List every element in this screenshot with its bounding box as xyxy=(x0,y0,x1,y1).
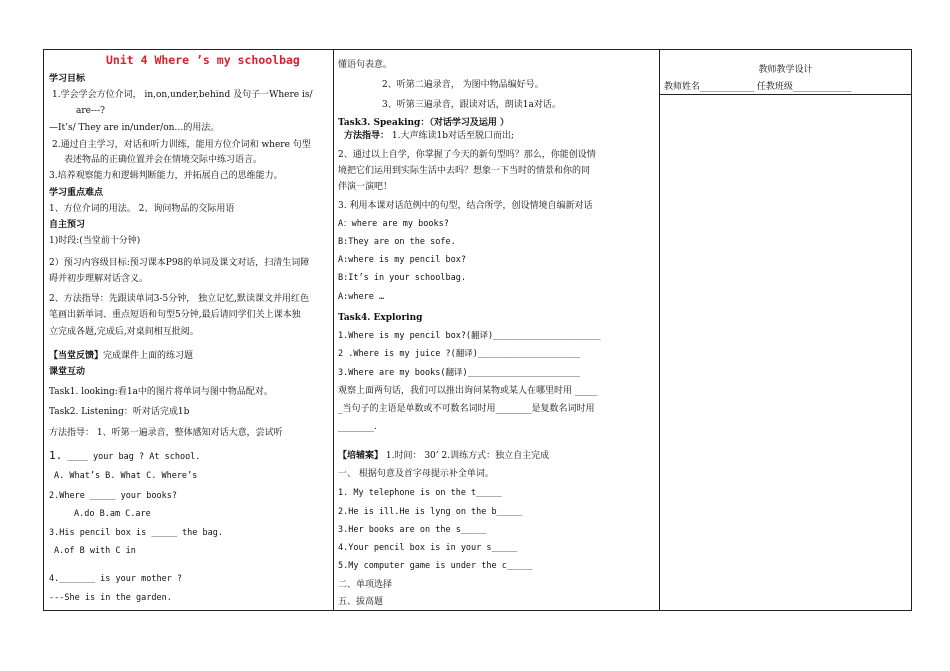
listen-method: 方法指导： 1、听第一遍录音，整体感知对话大意，尝试听 xyxy=(49,428,283,438)
lesson-plan-table xyxy=(43,49,912,611)
task1: Task1. looking:看1a中的图片将单词与图中物品配对。 xyxy=(49,387,273,397)
task3-p2b: 境把它们运用到实际生活中去吗？想象一下当时的情景和你的同 xyxy=(338,166,591,176)
teacher-info: 教师姓名____________ 任教班级_____________ xyxy=(664,82,852,92)
observe-b: _当句子的主语是单数或不可数名词时用________是复数名词时用 xyxy=(338,404,595,414)
method-b: 笔画出新单词、重点短语和句型5分钟,最后请同学们关上课本独 xyxy=(49,310,301,320)
task3-p2c: 伴演一演吧！ xyxy=(338,182,393,192)
question-1 xyxy=(49,450,200,463)
training-heading: 【培辅案】 xyxy=(338,451,384,461)
task3-method-label: 方法指导： xyxy=(344,131,390,141)
fill-1: 1. My telephone is on the t_____ xyxy=(338,488,502,498)
listen-step-3: 3、听第三遍录音，跟读对话，朗读1a对话。 xyxy=(382,100,561,110)
objective-2a: 2.通过自主学习，对话和听力训练，能用方位介词和 where 句型 xyxy=(52,140,311,150)
objective-2b: 表述物品的正确位置并会在情境交际中练习语言。 xyxy=(64,155,263,165)
question-2: 2.Where _____ your books? xyxy=(49,491,177,501)
key-points-text: 1、方位介词的用法。 2、询问物品的交际用语 xyxy=(49,204,235,214)
dialogue-line-3: A:where is my pencil box? xyxy=(338,255,466,265)
observe-c: ________. xyxy=(338,422,377,432)
explore-1: 1.Where is my pencil box?(翻译)_____________________ xyxy=(338,331,601,341)
observe-a: 观察上面两句话，我们可以推出询问某物或某人在哪里时用 _____ xyxy=(338,386,598,396)
preview-heading: 自主预习 xyxy=(49,220,86,230)
section-2-heading: 二、单项选择 xyxy=(338,580,393,590)
fill-2: 2.He is ill.He is lyng on the b_____ xyxy=(338,507,523,517)
task2: Task2. Listening：听对话完成1b xyxy=(49,407,190,417)
objective-1a: 1.学会学会方位介词， in,on,under,behind 及句子一Where is/ xyxy=(52,90,313,100)
question-4-answer: ---She is in the garden. xyxy=(49,593,172,603)
section-5-heading: 五、拔高题 xyxy=(338,597,384,607)
fill-5: 5.My computer game is under the c_____ xyxy=(338,561,533,571)
task3-p3: 3. 利用本课对话范例中的句型，结合所学，创设情境自编新对话 xyxy=(338,201,593,211)
listen-step-2: 2、听第二遍录音， 为图中物品编好号。 xyxy=(382,80,544,90)
method-a: 2、方法指导：先跟读单词3-5分钟， 独立记忆,默读课文并用红色 xyxy=(49,294,309,304)
dialogue-line-5: A:where … xyxy=(338,292,385,302)
objective-3: 3.培养观察能力和逻辑判断能力，并拓展自己的思维能力。 xyxy=(49,171,283,181)
task3-method-text: 1.大声练读1b对话至脱口而出; xyxy=(389,131,514,141)
preview-goal-b: 碍并初步理解对话含义。 xyxy=(49,274,149,284)
fill-3: 3.Her books are on the s_____ xyxy=(338,525,487,535)
task4-heading: Task4. Exploring xyxy=(338,313,423,323)
feedback-text: 完成课件上面的练习题 xyxy=(103,351,194,361)
dialogue-line-2: B:They are on the sofe. xyxy=(338,237,456,247)
preview-goal-a: 2）预习内容级目标:预习课本P98的单词及课文对话，扫清生词障 xyxy=(49,258,310,268)
feedback-heading: 【当堂反馈】 xyxy=(49,351,104,361)
teacher-design-heading: 教师教学设计 xyxy=(758,65,813,75)
method-c: 立完成各题,完成后,对桌间相互批阅。 xyxy=(49,327,199,337)
training-line xyxy=(338,450,549,462)
question-1-text: ____ your bag ? At school. xyxy=(62,452,201,462)
task3-method xyxy=(344,130,514,142)
question-1-options: A. What’s B. What C. Where’s xyxy=(54,471,198,481)
preview-time: 1)时段:(当堂前十分钟) xyxy=(49,236,141,246)
question-4: 4._______ is your mother ? xyxy=(49,574,183,584)
task3-heading: Task3. Speaking：（对话学习及运用 ） xyxy=(338,118,509,128)
key-points-heading: 学习重点难点 xyxy=(49,188,104,198)
dialogue-line-1: A：where are my books? xyxy=(338,219,449,229)
task3-p2a: 2、通过以上自学，你掌握了今天的新句型吗？那么，你能创设情 xyxy=(338,150,596,160)
question-3: 3.His pencil box is _____ the bag. xyxy=(49,528,223,538)
right-column xyxy=(660,50,911,610)
feedback-line xyxy=(49,350,193,362)
explore-3: 3.Where are my books(翻译)______________________ xyxy=(338,368,581,378)
right-divider xyxy=(660,94,911,95)
unit-title: Unit 4 Where ’s my schoolbag xyxy=(106,53,300,67)
fill-4: 4.Your pencil box is in your s_____ xyxy=(338,543,518,553)
interaction-heading: 课堂互动 xyxy=(49,367,86,377)
question-3-options: A.of B with C in xyxy=(54,546,136,556)
objective-1b: are---? xyxy=(76,106,105,116)
middle-column xyxy=(334,50,660,610)
question-2-options: A.do B.am C.are xyxy=(74,509,151,519)
training-text: 1.时间： 30’ 2.训练方式：独立自主完成 xyxy=(383,451,550,461)
objective-1c: —It’s/ They are in/under/on…的用法。 xyxy=(49,123,220,133)
question-1-number: 1. xyxy=(49,449,63,462)
left-column xyxy=(44,50,334,610)
dialogue-line-4: B:It’s in your schoolbag. xyxy=(338,273,466,283)
continued-text: 懂语句表意。 xyxy=(338,60,393,70)
explore-2: 2 .Where is my juice ?(翻译)____________________ xyxy=(338,349,581,359)
objectives-heading: 学习目标 xyxy=(49,74,86,84)
section-1-heading: 一、 根据句意及首字母提示补全单词。 xyxy=(338,469,494,479)
